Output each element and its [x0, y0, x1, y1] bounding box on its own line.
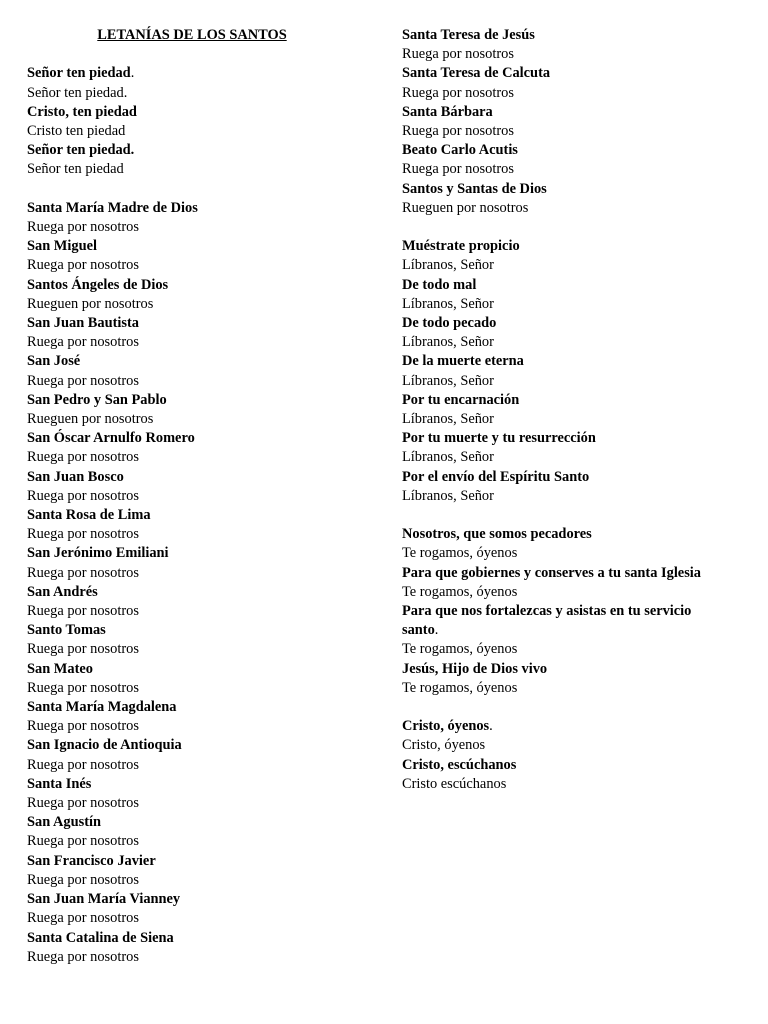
line-text: Santa Rosa de Lima: [27, 507, 151, 524]
response-line: [402, 199, 742, 218]
line-suffix: .: [489, 718, 493, 735]
line-text: Líbranos, Señor: [402, 487, 494, 504]
blank-line: [402, 698, 742, 717]
response-line: [402, 84, 742, 103]
invocation-line: [27, 929, 367, 948]
line-text: San Óscar Arnulfo Romero: [27, 430, 195, 447]
response-line: [402, 45, 742, 64]
line-text: Santa Teresa de Calcuta: [402, 65, 551, 82]
response-line: [27, 602, 367, 621]
invocation-line: [402, 64, 742, 83]
invocation-line: [27, 429, 367, 448]
left-column: [27, 26, 367, 967]
line-text: De todo pecado: [402, 315, 497, 332]
line-text: San Juan Bosco: [27, 468, 124, 485]
line-text: Ruega por nosotros: [27, 718, 139, 735]
line-text: De la muerte eterna: [402, 353, 524, 370]
invocation-line: [27, 660, 367, 679]
line-text: Rueguen por nosotros: [27, 411, 154, 428]
response-line: [402, 679, 742, 698]
line-text: Por tu encarnación: [402, 391, 520, 408]
right-column: [402, 26, 742, 794]
response-line: [402, 583, 742, 602]
response-line: [27, 160, 367, 179]
response-line: [27, 948, 367, 967]
line-text: Líbranos, Señor: [402, 295, 494, 312]
line-text: Cristo ten piedad: [27, 122, 126, 139]
line-text: San Juan María Vianney: [27, 891, 181, 908]
response-line: [27, 410, 367, 429]
line-text: Señor ten piedad.: [27, 84, 128, 101]
invocation-line: [27, 813, 367, 832]
line-text: Jesús, Hijo de Dios vivo: [402, 660, 548, 677]
invocation-line: [402, 103, 742, 122]
line-text: Cristo, escúchanos: [402, 756, 517, 773]
line-text: Te rogamos, óyenos: [402, 641, 518, 658]
response-line: [27, 256, 367, 275]
line-text: Ruega por nosotros: [27, 564, 139, 581]
invocation-line: [27, 775, 367, 794]
line-text: Cristo, óyenos: [402, 718, 490, 735]
line-text: Santa María Madre de Dios: [27, 199, 198, 216]
line-text: San Francisco Javier: [27, 852, 156, 869]
response-line: [402, 256, 742, 275]
invocation-line: [27, 698, 367, 717]
line-text: San Agustín: [27, 814, 101, 831]
response-line: [27, 794, 367, 813]
line-text: Líbranos, Señor: [402, 449, 494, 466]
invocation-line: [27, 736, 367, 755]
response-line: [402, 775, 742, 794]
invocation-line: [402, 468, 742, 487]
response-line: [402, 160, 742, 179]
line-text: Santos Ángeles de Dios: [27, 276, 169, 293]
line-text: Para que gobiernes y conserves a tu santa Iglesia: [402, 564, 701, 581]
line-text: Ruega por nosotros: [27, 218, 139, 235]
invocation-line: [402, 660, 742, 679]
invocation-line: [402, 141, 742, 160]
invocation-line: [27, 621, 367, 640]
response-line: [27, 832, 367, 851]
invocation-line: [402, 26, 742, 45]
response-line: [27, 909, 367, 928]
line-text: Ruega por nosotros: [27, 257, 139, 274]
response-line: [27, 333, 367, 352]
invocation-line: [27, 141, 367, 160]
line-text: Ruega por nosotros: [27, 603, 139, 620]
line-text: Ruega por nosotros: [27, 526, 139, 543]
line-text: Nosotros, que somos pecadores: [402, 526, 592, 543]
blank-line: [402, 506, 742, 525]
response-line: [27, 717, 367, 736]
line-text: Santa Bárbara: [402, 103, 493, 120]
line-text: Ruega por nosotros: [27, 679, 139, 696]
line-text: Cristo escúchanos: [402, 775, 507, 792]
line-text: Ruega por nosotros: [27, 756, 139, 773]
response-line: [27, 295, 367, 314]
line-text: Muéstrate propicio: [402, 238, 520, 255]
line-suffix: .: [130, 65, 135, 82]
response-line: [402, 122, 742, 141]
response-line: [402, 448, 742, 467]
line-text: santo: [402, 622, 435, 639]
line-text: Ruega por nosotros: [27, 833, 139, 850]
line-text: Te rogamos, óyenos: [402, 545, 518, 562]
invocation-line: [402, 352, 742, 371]
response-line: [27, 372, 367, 391]
line-text: Ruega por nosotros: [27, 948, 139, 965]
line-text: Cristo, óyenos: [402, 737, 486, 754]
line-text: Ruega por nosotros: [27, 487, 139, 504]
invocation-line: [27, 64, 367, 83]
line-text: Te rogamos, óyenos: [402, 583, 518, 600]
line-text: Líbranos, Señor: [402, 411, 494, 428]
line-text: Ruega por nosotros: [27, 910, 139, 927]
line-text: Señor ten piedad: [27, 65, 131, 82]
invocation-line: [27, 199, 367, 218]
response-line: [27, 487, 367, 506]
invocation-line: [27, 314, 367, 333]
line-text: San Ignacio de Antioquia: [27, 737, 182, 754]
invocation-line: [402, 621, 742, 640]
line-text: Ruega por nosotros: [27, 372, 139, 389]
invocation-line: [27, 391, 367, 410]
response-line: [402, 640, 742, 659]
document-title: LETANÍAS DE LOS SANTOS: [97, 27, 287, 43]
response-line: [27, 448, 367, 467]
line-text: San Jerónimo Emiliani: [27, 545, 169, 562]
response-line: [27, 640, 367, 659]
invocation-line: [27, 506, 367, 525]
line-text: Ruega por nosotros: [27, 795, 139, 812]
line-text: San Mateo: [27, 660, 93, 677]
response-line: [402, 487, 742, 506]
line-text: Ruega por nosotros: [402, 123, 514, 140]
line-text: Ruega por nosotros: [402, 84, 514, 101]
line-text: San Miguel: [27, 238, 97, 255]
line-text: San Juan Bautista: [27, 315, 139, 331]
line-text: Por el envío del Espíritu Santo: [402, 468, 590, 485]
invocation-line: [402, 237, 742, 256]
line-text: Santa Inés: [27, 775, 92, 792]
line-text: San Pedro y San Pablo: [27, 391, 167, 408]
line-text: Santa Teresa de Jesús: [402, 27, 535, 43]
response-line: [402, 333, 742, 352]
invocation-line: [402, 602, 742, 621]
response-line: [402, 410, 742, 429]
line-text: Líbranos, Señor: [402, 372, 494, 389]
line-text: Señor ten piedad.: [27, 142, 135, 159]
line-text: Por tu muerte y tu resurrección: [402, 430, 596, 447]
blank-line: [402, 218, 742, 237]
line-text: Líbranos, Señor: [402, 257, 494, 274]
response-line: [27, 871, 367, 890]
invocation-line: [27, 276, 367, 295]
invocation-line: [402, 180, 742, 199]
line-text: Ruega por nosotros: [27, 334, 139, 351]
line-text: Beato Carlo Acutis: [402, 142, 518, 159]
response-line: [27, 525, 367, 544]
line-text: De todo mal: [402, 276, 477, 293]
invocation-line: [27, 852, 367, 871]
line-text: Ruega por nosotros: [27, 449, 139, 466]
invocation-line: [27, 890, 367, 909]
line-text: Santa María Magdalena: [27, 699, 177, 716]
line-text: Líbranos, Señor: [402, 334, 494, 351]
line-suffix: .: [434, 622, 439, 639]
line-text: Santos y Santas de Dios: [402, 180, 547, 197]
line-text: Señor ten piedad: [27, 161, 124, 178]
response-line: [27, 756, 367, 775]
response-line: [27, 564, 367, 583]
invocation-line: [27, 544, 367, 563]
response-line: [27, 84, 367, 103]
line-text: San José: [27, 353, 81, 370]
response-line: [27, 122, 367, 141]
invocation-line: [27, 583, 367, 602]
invocation-line: [27, 468, 367, 487]
invocation-line: [402, 525, 742, 544]
invocation-line: [402, 756, 742, 775]
line-text: San Andrés: [27, 583, 98, 600]
right-litany-lines: [402, 26, 742, 794]
line-text: Rueguen por nosotros: [402, 199, 529, 216]
response-line: [402, 544, 742, 563]
line-text: Te rogamos, óyenos: [402, 679, 518, 696]
response-line: [27, 679, 367, 698]
invocation-line: [27, 352, 367, 371]
left-litany-lines: [27, 64, 367, 967]
invocation-line: [402, 314, 742, 333]
invocation-line: [402, 564, 742, 583]
line-text: Para que nos fortalezcas y asistas en tu servicio: [402, 603, 692, 620]
invocation-line: [402, 276, 742, 295]
line-text: Rueguen por nosotros: [27, 295, 154, 312]
invocation-line: [27, 103, 367, 122]
line-text: Ruega por nosotros: [27, 871, 139, 888]
line-text: Ruega por nosotros: [27, 641, 139, 658]
response-line: [402, 372, 742, 391]
line-text: Ruega por nosotros: [402, 46, 514, 63]
line-text: Santa Catalina de Siena: [27, 929, 174, 946]
line-text: Ruega por nosotros: [402, 161, 514, 178]
invocation-line: [402, 429, 742, 448]
response-line: [402, 736, 742, 755]
blank-line: [27, 180, 367, 199]
line-text: Cristo, ten piedad: [27, 103, 137, 120]
invocation-line: [27, 237, 367, 256]
invocation-line: [402, 391, 742, 410]
line-text: Santo Tomas: [27, 622, 106, 639]
invocation-line: [402, 717, 742, 736]
response-line: [402, 295, 742, 314]
response-line: [27, 218, 367, 237]
